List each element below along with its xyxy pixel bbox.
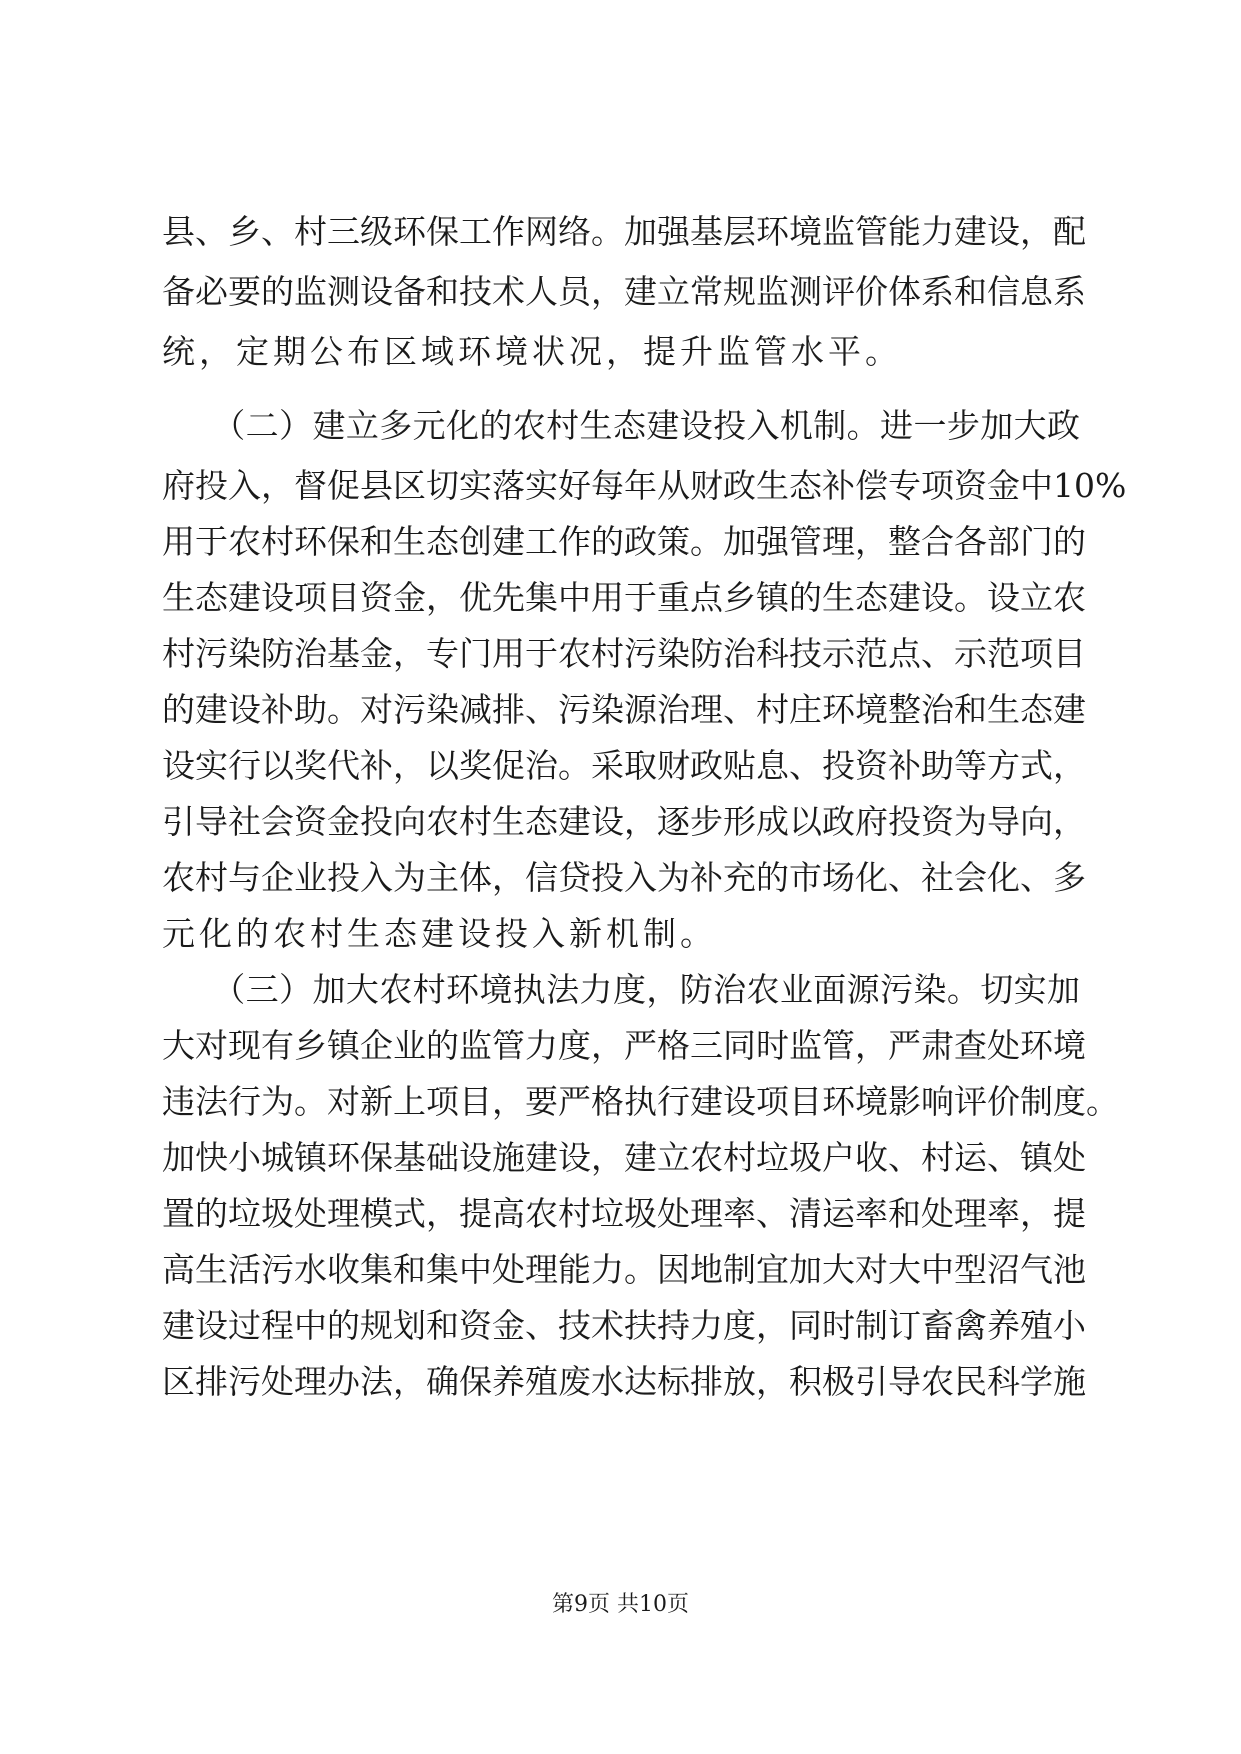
text-line: 府投入，督促县区切实落实好每年从财政生态补偿专项资金中10%: [162, 466, 1127, 505]
page-number-footer: 第9页 共10页: [552, 1592, 689, 1617]
text-line: （二）建立多元化的农村生态建设投入机制。进一步加大政: [162, 406, 1080, 445]
text-line: 统，定期公布区域环境状况，提升监管水平。: [162, 332, 902, 371]
text-line: 备必要的监测设备和技术人员，建立常规监测评价体系和信息系: [162, 272, 1086, 311]
text-line: 县、乡、村三级环保工作网络。加强基层环境监管能力建设，配: [162, 212, 1086, 251]
text-line: 引导社会资金投向农村生态建设，逐步形成以政府投资为导向，: [162, 802, 1086, 841]
text-line: 大对现有乡镇企业的监管力度，严格三同时监管，严肃查处环境: [162, 1026, 1086, 1065]
text-line: 违法行为。对新上项目，要严格执行建设项目环境影响评价制度。: [162, 1082, 1119, 1121]
text-line: 用于农村环保和生态创建工作的政策。加强管理，整合各部门的: [162, 522, 1086, 561]
text-line: 建设过程中的规划和资金、技术扶持力度，同时制订畜禽养殖小: [162, 1306, 1086, 1345]
text-line: 设实行以奖代补，以奖促治。采取财政贴息、投资补助等方式，: [162, 746, 1086, 785]
text-line: 高生活污水收集和集中处理能力。因地制宜加大对大中型沼气池: [162, 1250, 1086, 1289]
text-line: 加快小城镇环保基础设施建设，建立农村垃圾户收、村运、镇处: [162, 1138, 1086, 1177]
text-line: 村污染防治基金，专门用于农村污染防治科技示范点、示范项目: [162, 634, 1086, 673]
text-line: 置的垃圾处理模式，提高农村垃圾处理率、清运率和处理率，提: [162, 1194, 1086, 1233]
text-line: 的建设补助。对污染减排、污染源治理、村庄环境整治和生态建: [162, 690, 1086, 729]
text-line: （三）加大农村环境执法力度，防治农业面源污染。切实加: [162, 970, 1080, 1009]
text-line: 区排污处理办法，确保养殖废水达标排放，积极引导农民科学施: [162, 1362, 1086, 1401]
text-line: 元化的农村生态建设投入新机制。: [162, 914, 717, 953]
text-line: 生态建设项目资金，优先集中用于重点乡镇的生态建设。设立农: [162, 578, 1086, 617]
text-line: 农村与企业投入为主体，信贷投入为补充的市场化、社会化、多: [162, 858, 1086, 897]
